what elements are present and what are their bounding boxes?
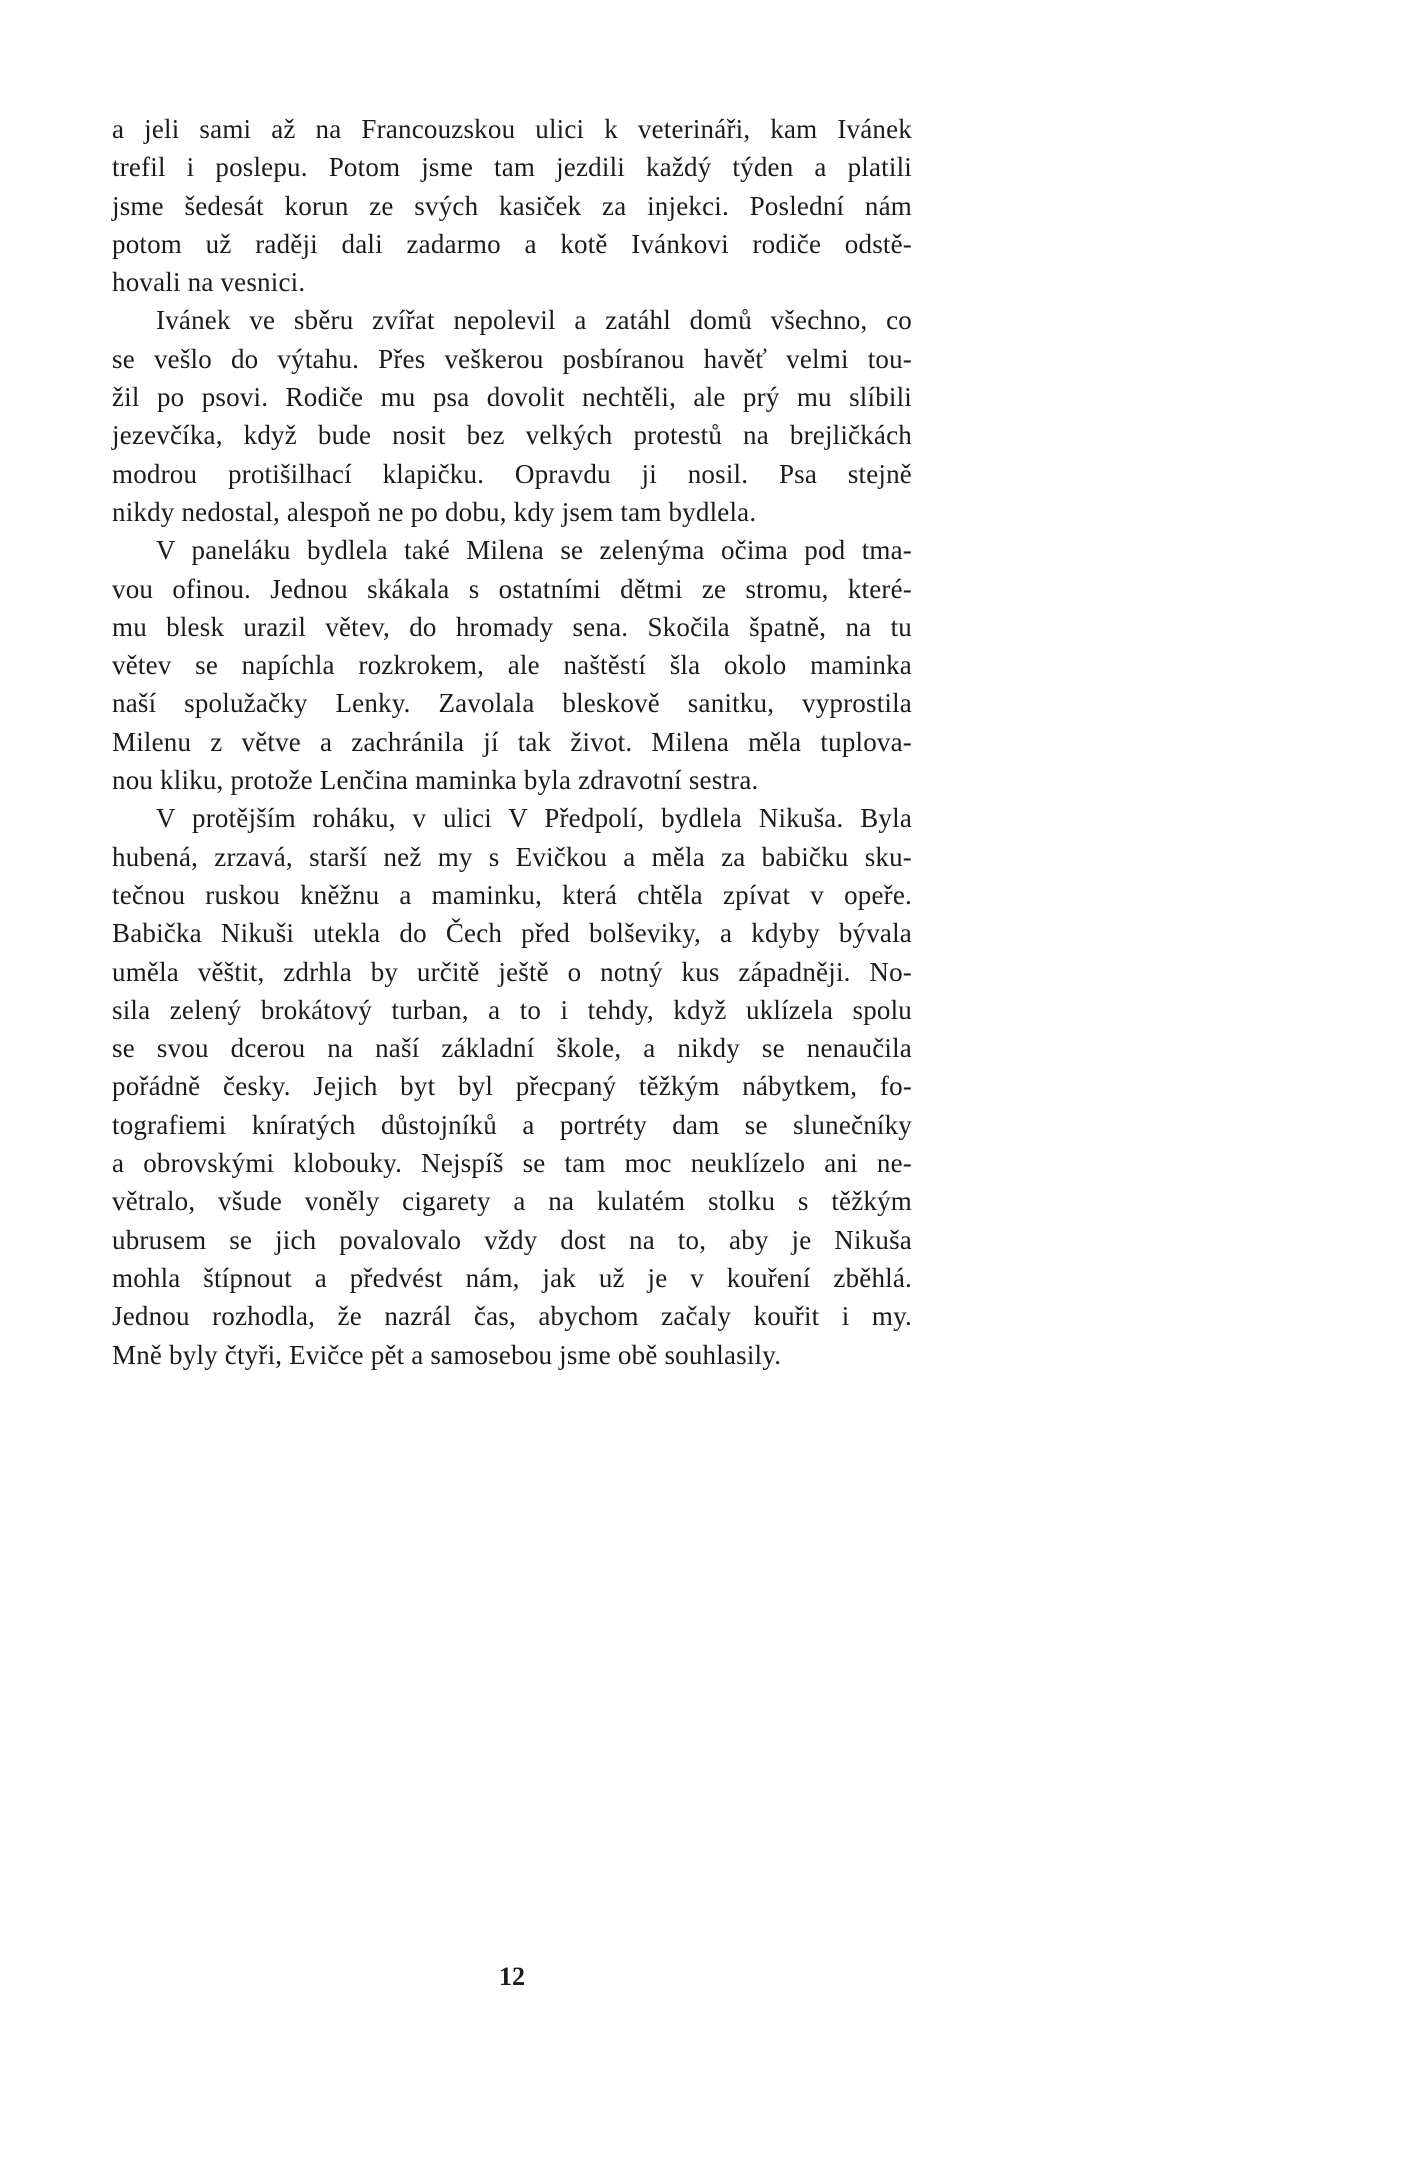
text-line: sila zelený brokátový turban, a to i tehdy, když uklízela spolu (112, 994, 912, 1025)
text-line: trefil i poslepu. Potom jsme tam jezdili každý týden a platili (112, 152, 912, 183)
paragraph (112, 301, 912, 531)
text-line: Babička Nikuši utekla do Čech před bolševiky, a kdyby bývala (112, 918, 912, 949)
text-line: V protějším roháku, v ulici V Předpolí, bydlela Nikuša. Byla (156, 803, 912, 834)
text-line: se vešlo do výtahu. Přes veškerou posbíranou havěť velmi tou- (112, 343, 912, 374)
text-line: ubrusem se jich povalovalo vždy dost na to, aby je Nikuša (112, 1224, 912, 1255)
text-line: a jeli sami až na Francouzskou ulici k veterináři, kam Ivánek (112, 114, 912, 144)
text-line: nikdy nedostal, alespoň ne po dobu, kdy jsem tam bydlela. (112, 496, 757, 527)
text-line: nou kliku, protože Lenčina maminka byla zdravotní sestra. (112, 765, 759, 796)
text-line: naší spolužačky Lenky. Zavolala bleskově sanitku, vyprostila (112, 688, 912, 719)
text-line: mohla štípnout a předvést nám, jak už je v kouření zběhlá. (112, 1262, 912, 1293)
text-line: větralo, všude voněly cigarety a na kulatém stolku s těžkým (112, 1186, 912, 1217)
text-line: Jednou rozhodla, že nazrál čas, abychom začaly kouřit i my. (112, 1301, 912, 1332)
page-number: 12 (499, 1962, 525, 1991)
text-line: Milenu z větve a zachránila jí tak život. Milena měla tuplova- (112, 726, 912, 757)
text-line: větev se napíchla rozkrokem, ale naštěstí šla okolo maminka (112, 650, 912, 681)
text-line: se svou dcerou na naší základní škole, a nikdy se nenaučila (112, 1033, 912, 1064)
text-line: modrou protišilhací klapičku. Opravdu ji nosil. Psa stejně (112, 458, 912, 489)
text-line: tečnou ruskou kněžnu a maminku, která chtěla zpívat v opeře. (112, 879, 912, 910)
text-line: mu blesk urazil větev, do hromady sena. Skočila špatně, na tu (112, 611, 912, 642)
text-line: jsme šedesát korun ze svých kasiček za injekci. Poslední nám (112, 190, 912, 221)
paragraph (112, 110, 912, 301)
paragraph (112, 531, 912, 799)
text-line: Ivánek ve sběru zvířat nepolevil a zatáhl domů všechno, co (156, 305, 912, 336)
text-line: Mně byly čtyři, Evičce pět a samosebou jsme obě souhlasily. (112, 1339, 782, 1370)
page-text (112, 110, 912, 1374)
text-line: žil po psovi. Rodiče mu psa dovolit nechtěli, ale prý mu slíbili (112, 382, 912, 413)
text-line: hovali na vesnici. (112, 267, 306, 298)
text-line: jezevčíka, když bude nosit bez velkých protestů na brejličkách (112, 420, 912, 451)
text-line: V paneláku bydlela také Milena se zelenýma očima pod tma- (156, 535, 912, 566)
text-line: a obrovskými klobouky. Nejspíš se tam moc neuklízelo ani ne- (112, 1148, 912, 1179)
text-line: vou ofinou. Jednou skákala s ostatními dětmi ze stromu, které- (112, 573, 912, 604)
text-line: uměla věštit, zdrhla by určitě ještě o notný kus západněji. No- (112, 956, 912, 987)
text-line: potom už raději dali zadarmo a kotě Ivánkovi rodiče odstě- (112, 228, 912, 259)
paragraph (112, 799, 912, 1373)
text-line: tografiemi kníratých důstojníků a portréty dam se slunečníky (112, 1109, 912, 1140)
text-line: pořádně česky. Jejich byt byl přecpaný těžkým nábytkem, fo- (112, 1071, 912, 1102)
text-line: hubená, zrzavá, starší než my s Evičkou a měla za babičku sku- (112, 841, 912, 872)
